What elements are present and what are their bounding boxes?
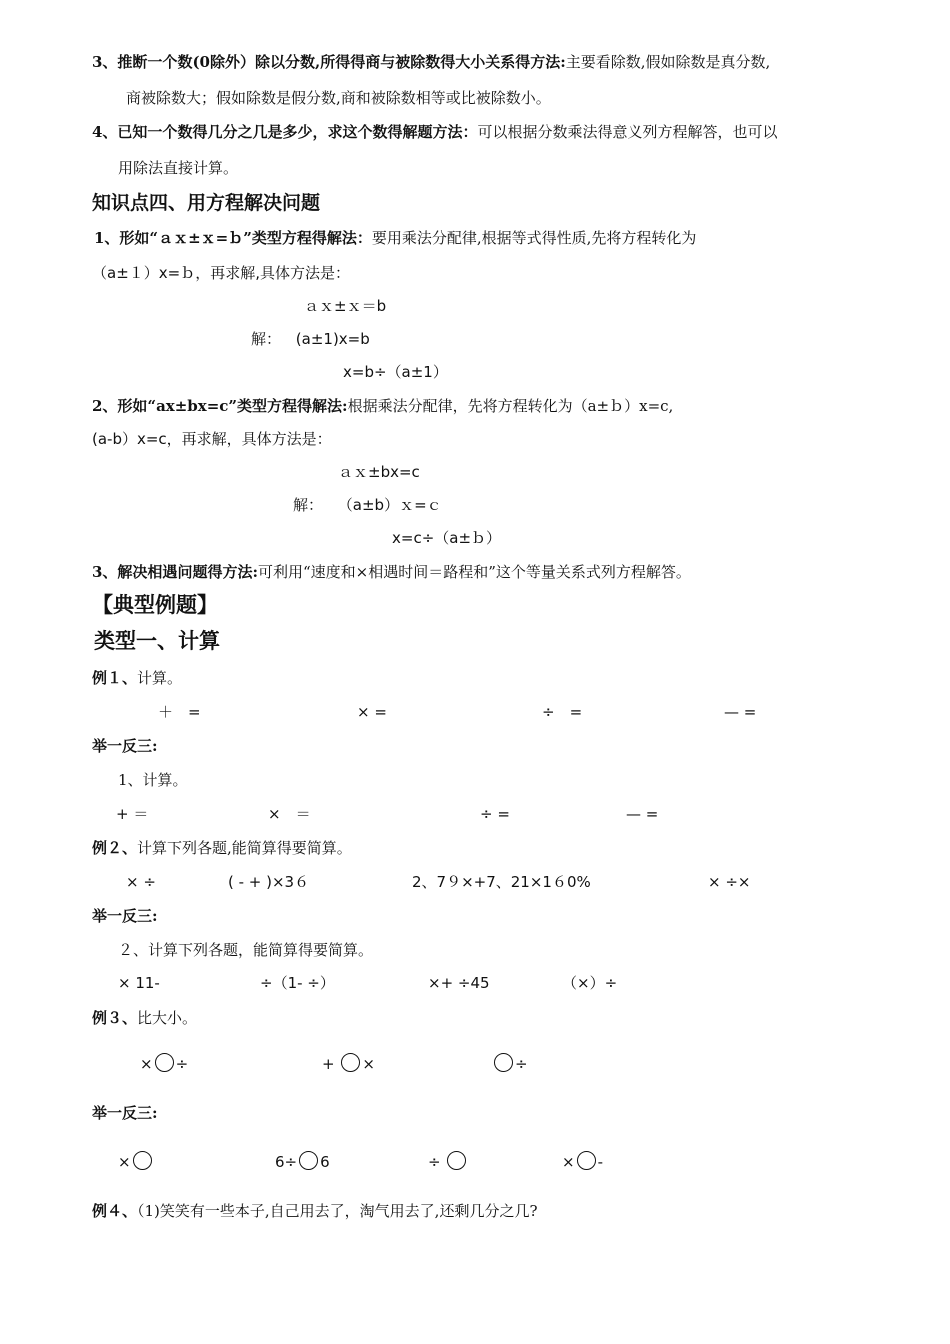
compare-left: ×: [562, 1153, 575, 1171]
meeting-problem-label: 3、解决相遇问题得方法:: [92, 563, 258, 581]
example-2-text: 计算下列各题,能简算得要简算。: [137, 839, 352, 857]
meeting-problem-text: 可利用“速度和×相遇时间＝路程和”这个等量关系式列方程解答。: [257, 563, 691, 581]
rule-4-label: 4、已知一个数得几分之几是多少，求这个数得解题方法：: [92, 123, 478, 141]
practice-label: 举一反三:: [92, 1104, 158, 1122]
rule-4: [92, 122, 777, 142]
compare-right: ÷: [175, 1055, 189, 1073]
practice-2-item: ÷（1- ÷）: [260, 974, 335, 992]
practice-1-item: ÷ =: [480, 805, 510, 823]
type-1-title: 类型一、计算: [94, 628, 220, 653]
example-4: [92, 1201, 538, 1221]
compare-item: [322, 1053, 375, 1075]
meeting-problem-rule: [92, 562, 691, 582]
example-1: [92, 668, 182, 688]
equation-type-1-label: 1、形如“ａｘ±ｘ=ｂ”类型方程得解法：: [94, 229, 372, 247]
example-4-label: 例４、: [92, 1202, 138, 1220]
compare-circle[interactable]: [494, 1053, 513, 1072]
equation-2-step-3: x=c÷（a±ｂ）: [392, 529, 502, 547]
example-1-text: 计算。: [137, 669, 183, 687]
compare-left: ÷: [428, 1153, 446, 1171]
solve-label: 解：: [293, 496, 324, 514]
typical-examples-title: 【典型例题】: [92, 592, 218, 617]
example-2-item: ( - + )×3６: [228, 873, 310, 891]
compare-item: [118, 1151, 154, 1173]
practice-2-item: × 11-: [118, 974, 160, 992]
compare-left: ×: [118, 1153, 131, 1171]
rule-3: [92, 52, 770, 72]
practice-2-item: （×）÷: [562, 974, 618, 992]
section-title: 知识点四、用方程解决问题: [92, 192, 321, 214]
compare-right: ×: [362, 1055, 375, 1073]
compare-circle[interactable]: [133, 1151, 152, 1170]
compare-item: [275, 1151, 330, 1173]
equation-1-step-2: [251, 329, 370, 349]
compare-right: -: [597, 1153, 603, 1171]
example-2-item: 2、7９×+7、21×1６0%: [412, 873, 591, 891]
compare-item: [140, 1053, 188, 1075]
example-2-item: × ÷×: [708, 873, 751, 891]
example-3-label: 例３、: [92, 1009, 138, 1027]
equation-1-step-3: x=b÷（a±1）: [343, 363, 448, 381]
equation-1-step-1: ａｘ±ｘ＝b: [304, 297, 387, 315]
practice-label: 举一反三:: [92, 907, 158, 925]
practice-1-item: × ＝: [268, 805, 311, 823]
example-1-item: ＋ =: [158, 703, 201, 721]
equation-type-1: [94, 228, 696, 248]
compare-circle[interactable]: [341, 1053, 360, 1072]
rule-4-text: 可以根据分数乘法得意义列方程解答，也可以: [477, 123, 778, 141]
example-2-item: × ÷: [126, 873, 156, 891]
compare-item: [428, 1151, 468, 1173]
equation-type-2-label: 2、形如“ax±bx=c”类型方程得解法:: [92, 397, 348, 415]
equation-type-2-text: 根据乘法分配律，先将方程转化为（a±ｂ）x=c,: [347, 397, 674, 415]
equation-type-1-continued: （a±１）x=ｂ，再求解,具体方法是：: [92, 264, 350, 282]
equation-type-2-continued: (a-b）x=c，再求解，具体方法是：: [92, 430, 332, 448]
practice-label: 举一反三:: [92, 737, 158, 755]
rule-3-continued: 商被除数大；假如除数是假分数,商和被除数相等或比被除数小。: [126, 89, 551, 107]
example-1-label: 例１、: [92, 669, 138, 687]
compare-circle[interactable]: [299, 1151, 318, 1170]
equation-2-step-2: [293, 495, 442, 515]
rule-4-continued: 用除法直接计算。: [118, 159, 239, 177]
example-2-label: 例２、: [92, 839, 138, 857]
equation-2-step-1: ａｘ±bx=c: [338, 463, 420, 481]
compare-item: [562, 1151, 603, 1173]
compare-left: +: [322, 1055, 340, 1073]
compare-circle[interactable]: [577, 1151, 596, 1170]
example-3-text: 比大小。: [137, 1009, 198, 1027]
rule-3-text: 主要看除数,假如除数是真分数,: [565, 53, 771, 71]
example-3: [92, 1008, 197, 1028]
compare-right: ÷: [515, 1055, 528, 1073]
practice-1-item: — =: [626, 805, 659, 823]
equation-1-step-2-expr: (a±1)x=b: [295, 330, 370, 348]
practice-2-text: ２、计算下列各题，能简算得要简算。: [118, 941, 374, 959]
compare-circle[interactable]: [155, 1053, 174, 1072]
example-4-text: （1)笑笑有一些本子,自己用去了，淘气用去了,还剩几分之几?: [137, 1202, 538, 1220]
equation-type-1-text: 要用乘法分配律,根据等式得性质,先将方程转化为: [371, 229, 697, 247]
example-2: [92, 838, 352, 858]
practice-2-item: ×+ ÷45: [428, 974, 490, 992]
compare-left: ×: [140, 1055, 153, 1073]
rule-3-label: 3、推断一个数(0除外）除以分数,所得得商与被除数得大小关系得方法:: [92, 53, 566, 71]
example-1-item: × =: [357, 703, 387, 721]
practice-1-text: 1、计算。: [118, 771, 188, 789]
practice-1-item: + ＝: [116, 805, 149, 823]
compare-item: [492, 1053, 528, 1075]
solve-label: 解：: [251, 330, 282, 348]
equation-2-step-2-expr: （a±b）ｘ=ｃ: [337, 496, 442, 514]
equation-type-2: [92, 396, 673, 416]
compare-right: 6: [320, 1153, 330, 1171]
example-1-item: — =: [724, 703, 757, 721]
compare-left: 6÷: [275, 1153, 298, 1171]
example-1-item: ÷ =: [542, 703, 583, 721]
compare-circle[interactable]: [447, 1151, 466, 1170]
